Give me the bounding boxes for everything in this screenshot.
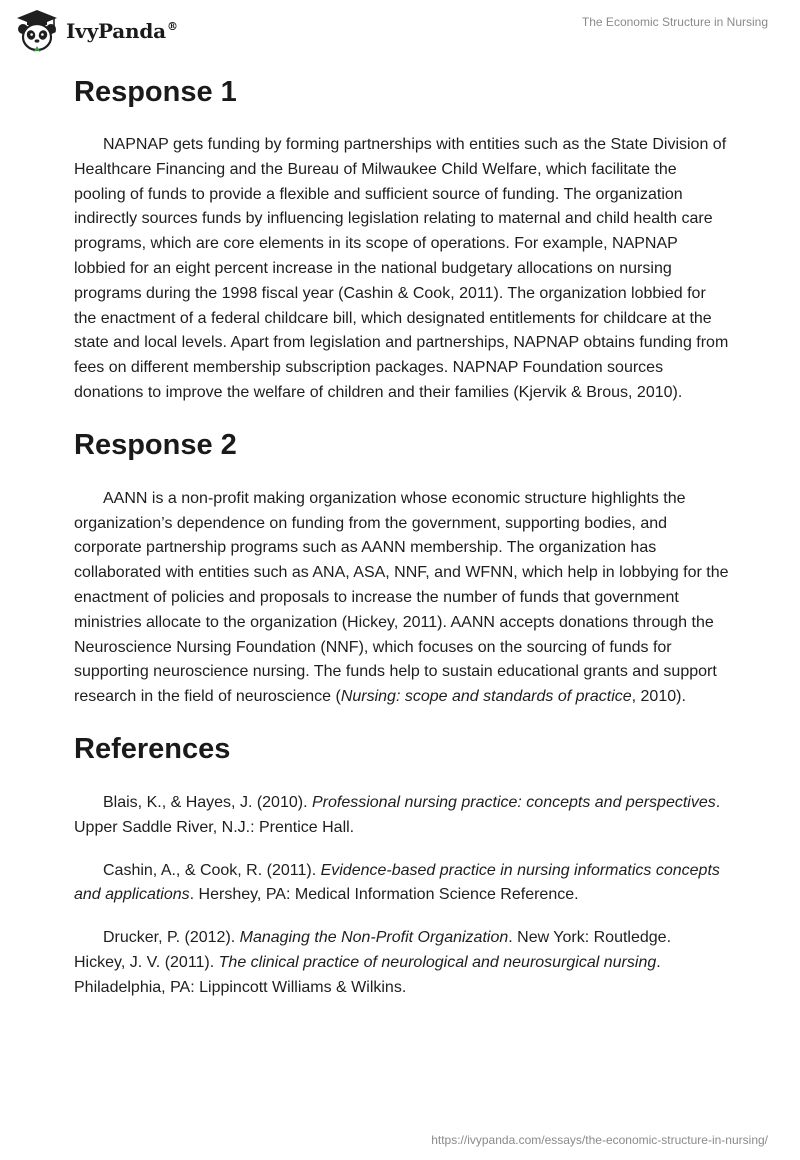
essay-content [74,72,730,1001]
reference-title: The clinical practice of neurological and neurosurgical nursing [218,953,657,971]
reference-authors: Hickey, J. V. (2011). [74,953,219,971]
reference-title: Evidence-based practice in nursing informatics concepts and applications [74,861,720,904]
reference-authors: Drucker, P. (2012). [103,929,240,947]
reference-publisher: . New York: Routledge. [508,929,672,947]
references-heading: References [74,732,231,765]
reference-item [74,791,730,841]
brand-logo[interactable] [14,8,178,54]
section-heading: Response 1 [74,76,237,108]
section-response-1 [74,72,730,406]
section-paragraph [74,487,730,710]
registered-mark: ® [166,20,178,34]
paragraph-text-end: , 2010). [631,688,686,706]
reference-item [74,951,730,1001]
paragraph-text: AANN is a non-profit making organization whose economic structure highlights the organization’s dependence on funding from the government, supporting bodies, and corporate partnership programs such as AANN membership. The organization has collaborated with entities such as ANA, ASA, NNF, and WFNN, which help in lobbying for the enactment of policies and proposals to increase the number of funds that government ministries allocate to the organization (Hickey, 2011). AANN accepts donations through the Neuroscience Nursing Foundation (NNF), which focuses on the sourcing of funds for supporting neuroscience nursing. The funds help to sustain educational grants and support research in the field of neuroscience ( [74,489,729,706]
page-header [0,0,800,64]
reference-publisher: . Philadelphia, PA: Lippincott Williams & Wilkins. [74,953,661,996]
reference-authors: Cashin, A., & Cook, R. (2011). [103,861,321,879]
reference-item [74,859,730,909]
reference-publisher: . Upper Saddle River, N.J.: Prentice Hall. [74,793,721,836]
reference-item [74,926,730,951]
panda-graduate-icon [14,8,60,54]
reference-authors: Blais, K., & Hayes, J. (2010). [103,793,312,811]
section-paragraph: NAPNAP gets funding by forming partnerships with entities such as the State Division of Healthcare Financing and the Bureau of Milwaukee Child Welfare, which facilitate the pooling of funds to provide a flexible and sufficient source of funding. The organization indirectly sources funds by influencing legislation relating to maternal and child health care programs, which are core elements in its scope of operations. For example, NAPNAP lobbied for an eight percent increase in the national budgetary allocations on nursing programs during the 1998 fiscal year (Cashin & Cook, 2011). The organization lobbied for the enactment of a federal childcare bill, which designated entitlements for childcare at the state and local levels. Apart from legislation and partnerships, NAPNAP obtains funding from fees on different membership subscription packages. NAPNAP Foundation sources donations to improve the welfare of children and their families (Kjervik & Brous, 2010). [74,136,729,401]
source-url-link[interactable]: https://ivypanda.com/essays/the-economic-structure-in-nursing/ [431,1133,768,1147]
section-heading: Response 2 [74,428,237,461]
paragraph-italic-title: Nursing: scope and standards of practice [340,688,632,706]
reference-publisher: . Hershey, PA: Medical Information Science Reference. [189,886,579,904]
section-response-2 [74,425,730,710]
reference-title: Managing the Non-Profit Organization [239,929,509,947]
section-references [74,729,730,1001]
reference-title: Professional nursing practice: concepts and perspectives [311,793,716,811]
document-title: The Economic Structure in Nursing [581,15,768,29]
brand-name: IvyPanda® [66,19,178,43]
